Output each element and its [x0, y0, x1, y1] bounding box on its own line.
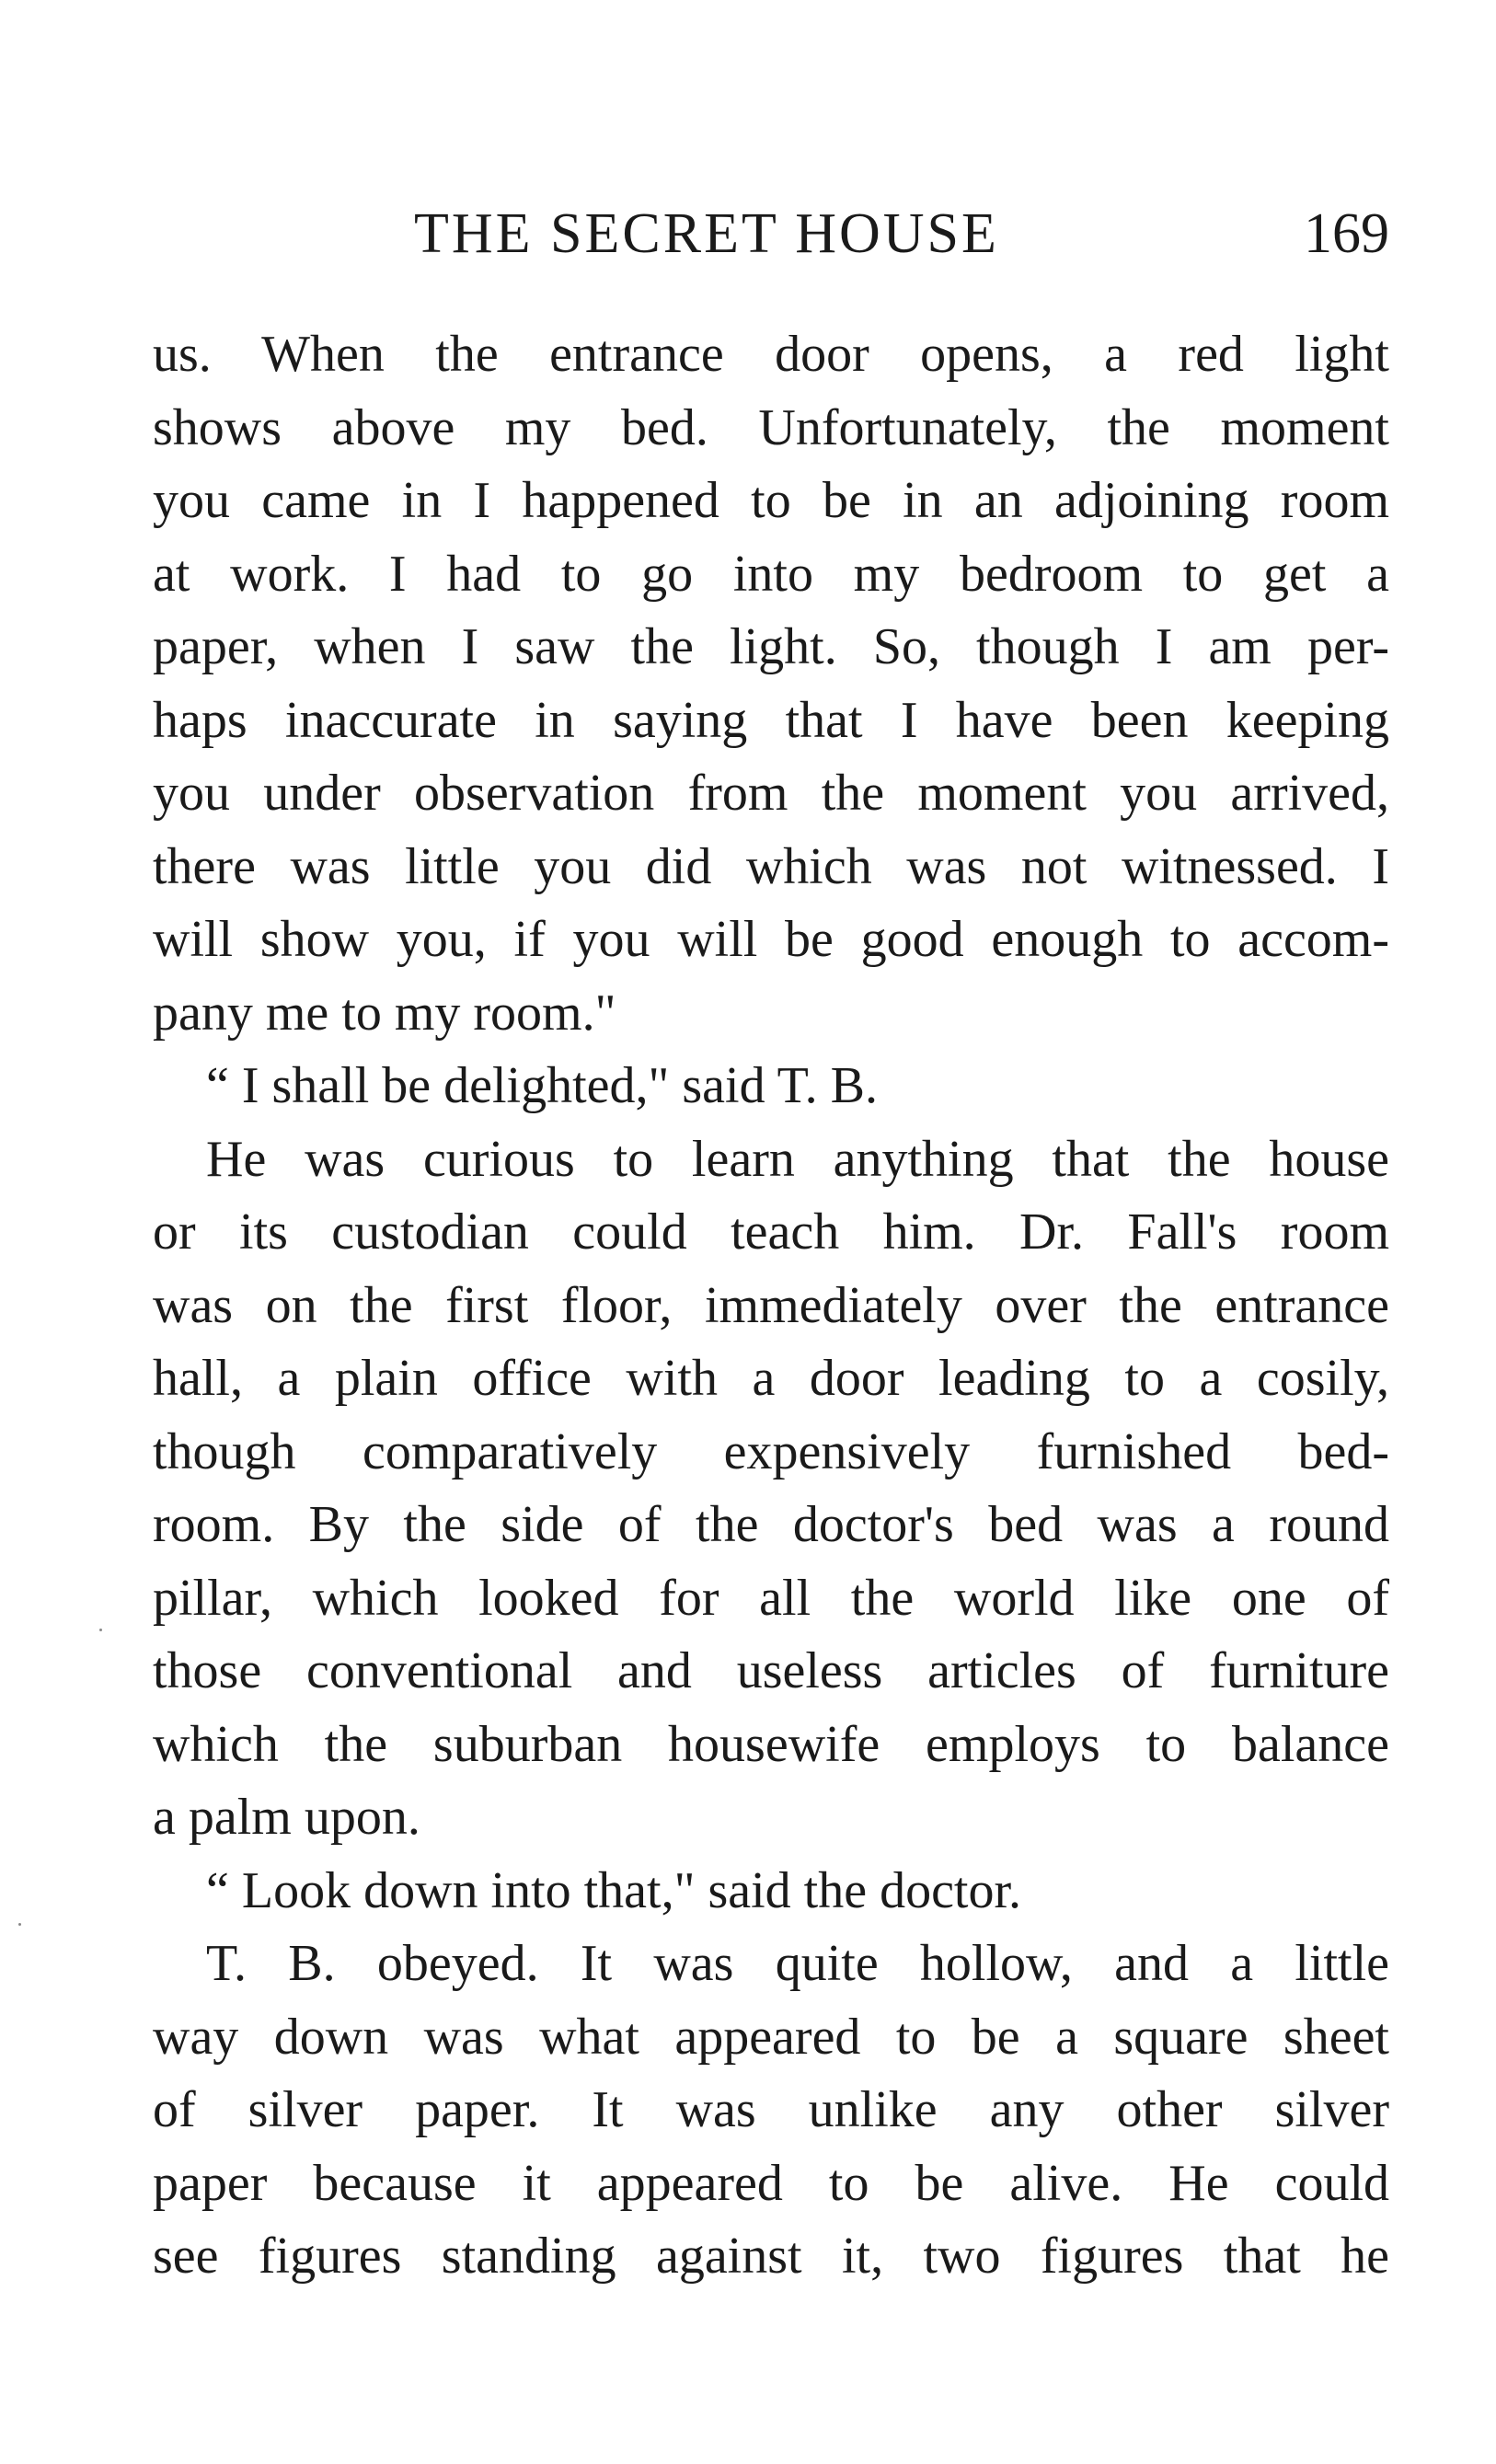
text-line: He was curious to learn anything that the house — [206, 1130, 1389, 1188]
text-line: paper, when I saw the light. So, though I am per- — [153, 618, 1389, 675]
text-line: of silver paper. It was unlike any other silver — [153, 2081, 1389, 2138]
text-line: hall, a plain office with a door leading to a cosily, — [153, 1350, 1389, 1407]
print-speck — [18, 1923, 21, 1926]
text-line: a palm upon. — [153, 1789, 420, 1846]
text-line: you under observation from the moment you arrived, — [153, 765, 1389, 822]
text-line: you came in I happened to be in an adjoining room — [153, 472, 1389, 529]
text-line: T. B. obeyed. It was quite hollow, and a little — [206, 1935, 1389, 1992]
running-head — [153, 197, 1389, 271]
text-line: room. By the side of the doctor's bed was a round — [153, 1496, 1389, 1553]
text-line: us. When the entrance door opens, a red light — [153, 326, 1389, 383]
text-line: see figures standing against it, two figures that he — [153, 2228, 1389, 2285]
text-line: which the suburban housewife employs to balance — [153, 1715, 1389, 1773]
text-line: “ I shall be delighted," said T. B. — [206, 1057, 878, 1114]
text-line: paper because it appeared to be alive. He could — [153, 2154, 1389, 2212]
text-line: those conventional and useless articles of furniture — [153, 1642, 1389, 1699]
text-line: at work. I had to go into my bedroom to get a — [153, 545, 1389, 603]
body-text — [153, 318, 1389, 2294]
text-line: shows above my bed. Unfortunately, the moment — [153, 398, 1389, 456]
text-line: was on the first floor, immediately over the entrance — [153, 1276, 1389, 1334]
text-line: haps inaccurate in saying that I have been keeping — [153, 691, 1389, 749]
text-line: or its custodian could teach him. Dr. Fall's room — [153, 1203, 1389, 1261]
text-line: though comparatively expensively furnished bed- — [153, 1422, 1389, 1480]
text-line: pillar, which looked for all the world like one of — [153, 1569, 1389, 1627]
print-speck — [99, 1629, 102, 1631]
text-line: pany me to my room." — [153, 984, 616, 1042]
text-line: way down was what appeared to be a square sheet — [153, 2008, 1389, 2066]
text-line: there was little you did which was not witnessed. I — [153, 837, 1389, 895]
text-line: will show you, if you will be good enough to accom- — [153, 911, 1389, 968]
running-title: THE SECRET HOUSE — [414, 202, 999, 265]
text-line: “ Look down into that," said the doctor. — [206, 1861, 1022, 1919]
page-number: 169 — [1304, 202, 1389, 265]
